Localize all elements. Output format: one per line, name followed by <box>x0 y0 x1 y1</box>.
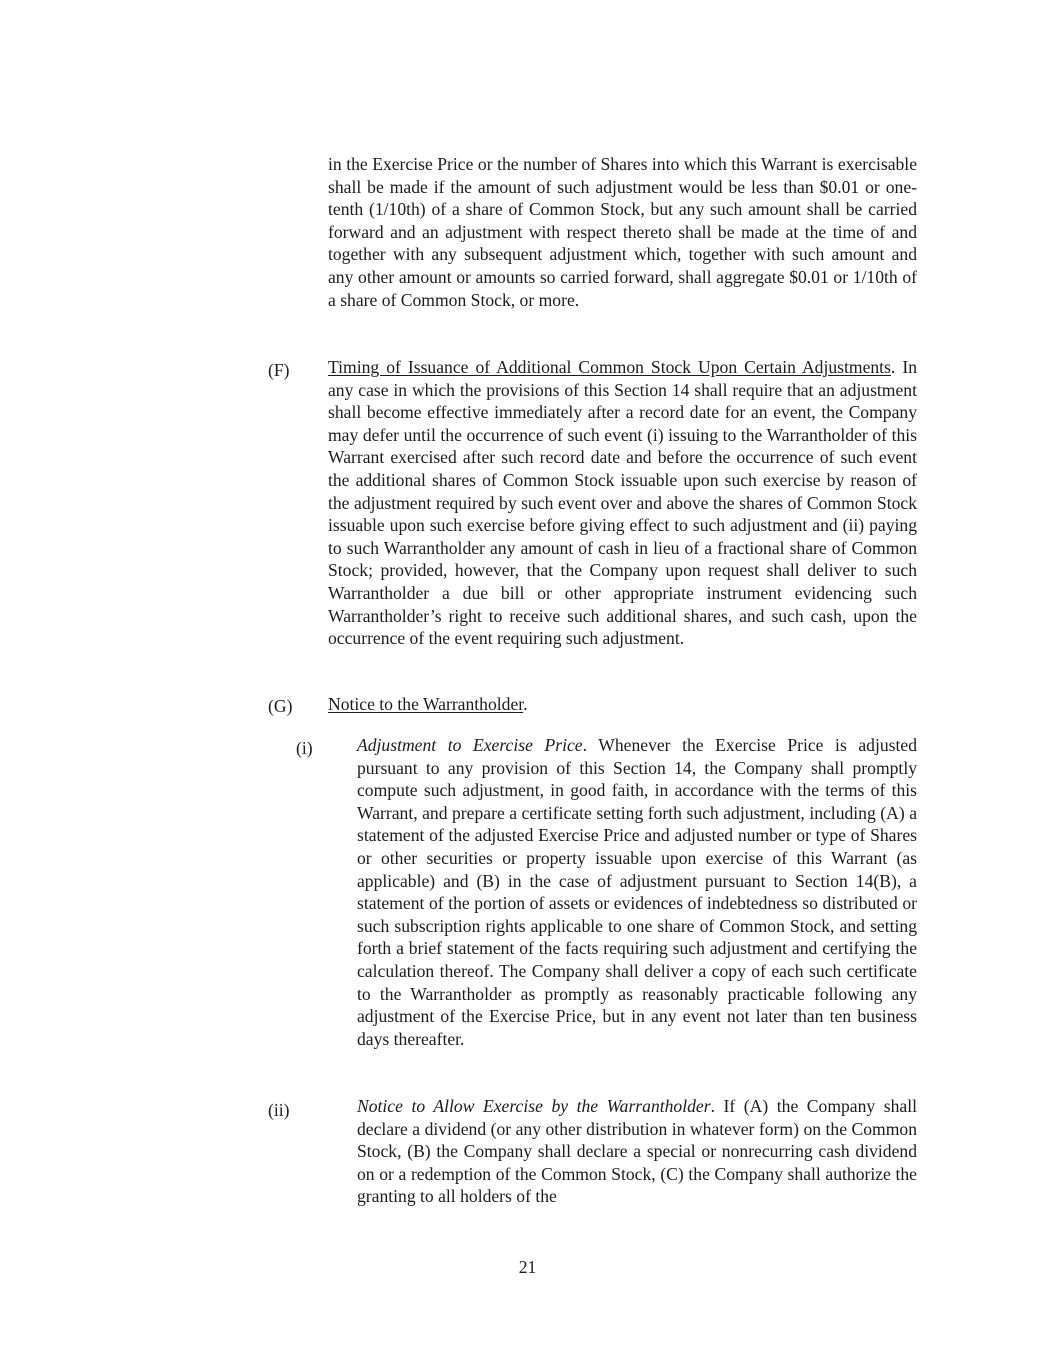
subsection-i-label: (i) <box>296 738 313 758</box>
subsection-ii-heading-end: . <box>710 1096 715 1116</box>
section-f-heading: Timing of Issuance of Additional Common Stock Upon Certain Adjustments <box>328 357 891 377</box>
section-f-paragraph <box>328 356 917 650</box>
subsection-i-body: Whenever the Exercise Price is adjusted pursuant to any provision of this Section 14, the Company shall promptly compute such adjustment, in good faith, in accordance with the terms of this Warrant, and prepare a certificate setting forth such adjustment, including (A) a statement of the adjusted Exercise Price and adjusted number or type of Shares or other securities or property issuable upon exercise of this Warrant (as applicable) and (B) in the case of adjustment pursuant to Section 14(B), a statement of the portion of assets or evidences of indebtedness so distributed or such subscription rights applicable to one share of Common Stock, and setting forth a brief statement of the facts requiring such adjustment and certifying the calculation thereof. The Company shall deliver a copy of each such certificate to the Warrantholder as promptly as reasonably practicable following any adjustment of the Exercise Price, but in any event not later than ten business days thereafter. <box>357 735 917 1049</box>
subsection-i-heading: Adjustment to Exercise Price <box>357 735 583 755</box>
subsection-ii-body: If (A) the Company shall declare a dividend (or any other distribution in whatever form) on the Common Stock, (B) the Company shall declare a special or nonrecurring cash dividend on or a redemption of the Common Stock, (C) the Company shall authorize the granting to all holders of the <box>357 1096 917 1207</box>
subsection-i-paragraph <box>357 734 917 1050</box>
section-g-paragraph <box>328 693 917 716</box>
section-g-heading-end: . <box>523 694 528 714</box>
section-g-heading: Notice to the Warrantholder <box>328 694 524 714</box>
subsection-ii-heading: Notice to Allow Exercise by the Warrantholder <box>357 1096 711 1116</box>
section-f-body: In any case in which the provisions of this Section 14 shall require that an adjustment shall become effective immediately after a record date for an event, the Company may defer until the occurrence of such event (i) issuing to the Warrantholder of this Warrant exercised after such record date and before the occurrence of such event the additional shares of Common Stock issuable upon such exercise by reason of the adjustment required by such event over and above the shares of Common Stock issuable upon such exercise before giving effect to such adjustment and (ii) paying to such Warrantholder any amount of cash in lieu of a fractional share of Common Stock; provided, however, that the Company upon request shall deliver to such Warrantholder a due bill or other appropriate instrument evidencing such Warrantholder’s right to receive such additional shares, and such cash, upon the occurrence of the event requiring such adjustment. <box>328 357 917 649</box>
subsection-i-heading-end: . <box>582 735 587 755</box>
section-f-heading-end: . <box>890 357 896 377</box>
page-number: 21 <box>518 1257 537 1277</box>
subsection-ii-paragraph <box>357 1095 917 1208</box>
section-g-label: (G) <box>268 696 293 716</box>
subsection-ii-label: (ii) <box>268 1100 290 1120</box>
continuation-paragraph: in the Exercise Price or the number of Shares into which this Warrant is exercisable shall be made if the amount of such adjustment would be less than $0.01 or one-tenth (1/10th) of a share of Common Stock, but any such amount shall be carried forward and an adjustment with respect thereto shall be made at the time of and together with any subsequent adjustment which, together with such amount and any other amount or amounts so carried forward, shall aggregate $0.01 or 1/10th of a share of Common Stock, or more. <box>328 154 917 310</box>
section-f-label: (F) <box>268 360 290 380</box>
